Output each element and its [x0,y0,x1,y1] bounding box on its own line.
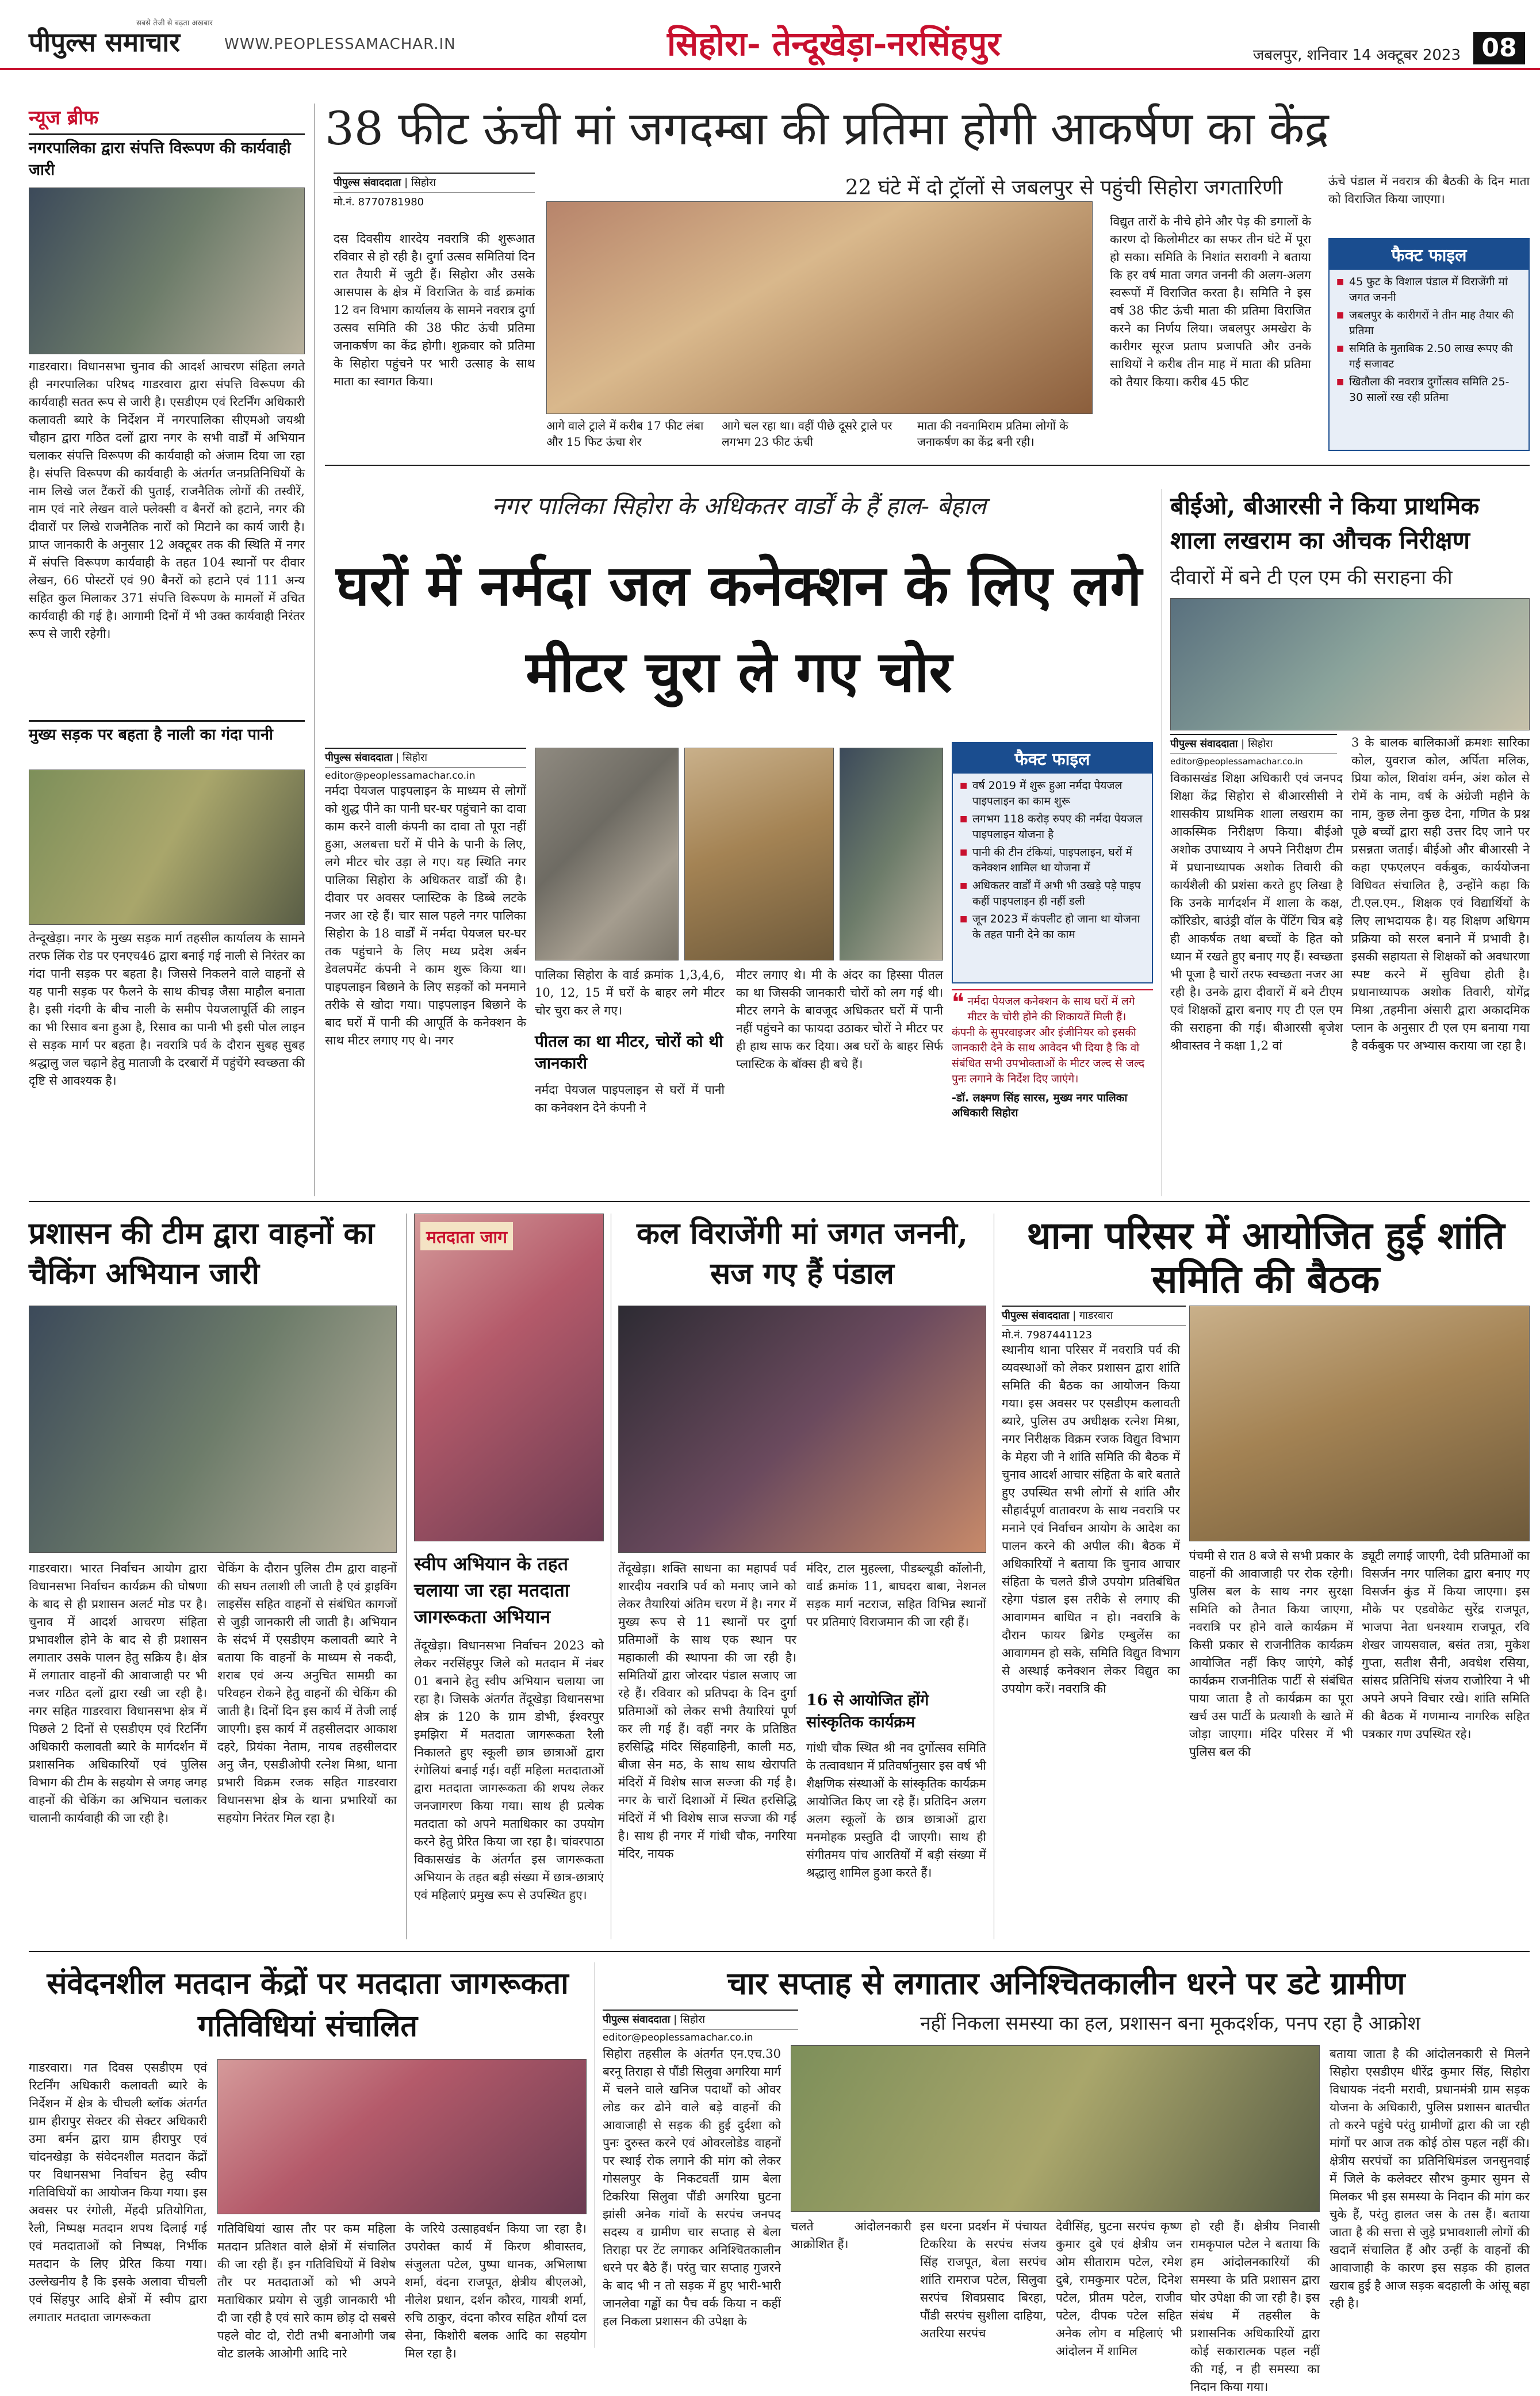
story1-col4: ऊंचे पंडाल में नवरात्र की बैठकी के दिन माता को विराजित किया जाएगा। [1328,174,1530,206]
story9-col1: सिहोरा तहसील के अंतर्गत एन.एच.30 बरनू तिराहा से पौंडी सिलुवा अगरिया मार्ग में चलने वाले खनिज पदार्थों को ओवर लोड कर ढोने वाले बड़े वाहनों की आवाजाही से सड़क की हुई दुर्दशा को पुनः दुरुस्त करने एवं ओवरलोडेड वाहनों पर स्थाई रोक लगाने की मांग को लेकर गोसलपुर के निकटवर्ती ग्राम बेला टिकरिया सिलुवा पौंडी अगरिया घुटना झांसी अनेक गांवों के सरपंच जनपद सदस्य व ग्रामीण चार सप्ताह से बेला तिराहा पर टेंट लगाकर अनिश्चितकालीन धरने पर बैठे हैं। परंतु चार सप्ताह गुजरने के बाद भी न तो सड़क में हुए भारी-भारी जानलेवा गड्ढों का पैच वर्क किया न कहीं हल निकला प्रशासन की उपेक्षा के [603,2047,781,2328]
story7-byline-city: गाडरवारा [1079,1310,1113,1322]
story9-photo-caption-a: चलते आंदोलनकारी आक्रोशित हैं। [791,2219,911,2251]
story1-fact-file [1328,238,1530,451]
story2-fact-item: ■ पानी की टीन टंकियां, पाइपलाइन, घरों में कनेक्शन शामिल था योजना में [960,845,1145,876]
story1-photo-lion [546,201,1093,414]
story7-photo [1189,1306,1530,1541]
left-column-divider [314,104,315,1196]
story4-headline: प्रशासन की टीम द्वारा वाहनों का चैकिंग अभियान जारी [29,1216,374,1291]
story3-col2: 3 के बालक बालिकाओं क्रमशः सारिका कोल, युवराज कोल, अर्पिता मलिक, प्रिया कोल, शिवांश वर्मन, अंश कोल से रोमें के नाम, वर्ष के अंग्रेजी महीने के नाम, कुछ लेना कुछ देना, गणित के प्रश्न पूछे बच्चों द्वारा सही उत्तर दिए जाने पर प्रसन्नता जताई। बीईओ और बीआरसी ने कहा एफएलएन वर्कबुक, कार्ययोजना विधिवत संचालित है, उन्होंने कहा कि टी.एल.एम., शिक्षक एवं विद्यार्थियों के लिए लाभदायक है। यह शिक्षण अधिगम प्रक्रिया को सरल बनाने में प्रभावी है। इसकी सहायता से शिक्षकों को अवधारणा स्पष्ट करने में सुविधा होती है। प्रधानाध्यापक अशोक तिवारी, योगेंद्र मिश्रा ,तहमीना अंसारी द्वारा अकादमिक प्लान के अनुसार टी एल एम बनाया गया है वर्कबुक पर अभ्यास कराया जा रहा है। [1351,736,1530,1052]
story9-photo-caption-d: हो रही हैं। क्षेत्रीय निवासी रामकृपाल पटेल ने बताया कि हम आंदोलनकारियों की समस्या के प्रति प्रशासन द्वारा घोर उपेक्षा की जा रही है। इस संबंध में तहसील के प्रशासनिक अधिकारियों द्वारा कोई सकारात्मक पहल नहीं की गई, न ही समस्या का निदान किया गया। [1190,2219,1320,2394]
story1-bottom-rule [325,465,1530,466]
story7-mobile: मो.नं. 7987441123 [1002,1329,1093,1341]
story4-col1: गाडरवारा। भारत निर्वाचन आयोग द्वारा विधानसभा निर्वाचन कार्यक्रम की घोषणा के बाद से ही प्रशासन अलर्ट मोड पर है। चुनाव में आदर्श आचरण संहिता प्रभावशील होने के बाद से ही प्रशासन लगातार उसके पालन हेतु सक्रिय है। क्षेत्र में लगातार वाहनों की आवाजाही पर भी नजर गठित दलों द्वारा रखी जा रही है। नगर सहित गाडरवारा विधानसभा क्षेत्र में पिछले 2 दिनों से एसडीएम एवं रिटर्निंग अधिकारी कलावती ब्यारे के मार्गदर्शन में प्रशासनिक अधिकारियों एवं पुलिस विभाग की टीम के सहयोग से जगह जगह वाहनों की चेकिंग का अभियान चलाकर चालानी कार्यवाही की जा रही है। [29,1561,207,1825]
story3-email[interactable]: editor@peoplessamachar.co.in [1170,756,1303,767]
story1-mobile: मो.नं. 8770781980 [334,196,424,208]
story6-photo [618,1306,986,1553]
edition-title: सिहोरा- तेन्दूखेड़ा-नरसिंहपुर [666,24,1001,63]
story6-headline: कल विराजेंगी मां जगत जननी, सज गए हैं पंडाल [637,1216,968,1291]
story9-col3: बताया जाता है की आंदोलनकारी से मिलने सिहोरा एसडीएम धीरेंद्र कुमार सिंह, सिहोरा विधायक नंदनी मरावी, प्रधानमंत्री ग्राम सड़क योजना के अधिकारी, पुलिस प्रशासन बातचीत तो करने पहुंचे परंतु ग्रामीणों द्वारा की जा रही मांगों पर आज तक कोई ठोस पहल नहीं की। क्षेत्रीय सरपंचों का प्रतिनिधिमंडल जनसुनवाई में जिले के कलेक्टर सौरभ कुमार सुमन से मिलकर भी इस समस्या के निदान की मांग कर चुके हैं, परंतु हालत जस के तस हैं। बताया जाता है की सत्ता से जुड़े प्रभावशाली लोगों की खदानें संचालित हैं और उन्हीं के वाहनों की आवाजाही के कारण इस सड़क की हालत खराब हुई है आज सड़क बदहाली के आंसू बहा रही है। [1330,2047,1530,2310]
story5-photo-banner: मतदाता जाग [420,1222,513,1250]
story7-byline: पीपुल्स संवाददाता | गाडरवारा मो.नं. 7987441123 [1002,1306,1186,1342]
story8-col3: के जरिये उत्साहवर्धन किया जा रहा है। उपरोक्त कार्य में किरण श्रीवास्तव, संजुलता पटेल, पुष्पा धानक, अभिलाषा शर्मा, वंदना राजपूत, क्षेत्रीय बीएलओ, नीलेश प्रधान, दर्शन कौरव, गायत्री शर्मा, रुचि ठाकुर, वंदना कौरव सहित शौर्या दल सेना, किशोरी बलक आदि का सहयोग मिल रहा है। [405,2222,587,2360]
story2-fact-item: ■ जून 2023 में कंपलीट हो जाना था योजना के तहत पानी देने का काम [960,912,1145,943]
story9-subhead: नहीं निकला समस्या का हल, प्रशासन बना मूकदर्शक, पनप रहा है आक्रोश [920,2012,1420,2034]
mid-rule [29,1201,1530,1202]
story9-byline: पीपुल्स संवाददाता | सिहोरा editor@peoplessamachar.co.in [603,2010,798,2043]
story2-col1: नर्मदा पेयजल पाइपलाइन के माध्यम से लोगों को शुद्ध पीने का पानी घर-घर पहुंचाने का दावा काम करने वाली कंपनी का दावा तो पूरा नहीं हुआ, अलबत्ता घरों में पीने के पानी के लिए, लगे मीटर चोर उड़ा ले गए। यह स्थिति नगर पालिका सिहोरा के अधिकतर वार्डों की है। दीवार पर अवसर प्लास्टिक के डिब्बे लटके नजर आ रहे हैं। चार साल पहले नगर पालिका सिहोरा के 18 वार्डों में नर्मदा पेयजल घर-घर तक पहुंचाने के लिए मध्य प्रदेश अर्बन डेवलपमेंट कंपनी ने काम शुरू किया था। पाइपलाइन बिछाने के लिए सड़कों को मनमाने तरीके से खोदा गया। पाइपलाइन बिछाने के बाद घरों में पानी की आपूर्ति के कनेक्शन के साथ मीटर लगाए गए थे। नगर [325,784,526,1047]
story4-photo [29,1306,397,1553]
story3-byline-paper: पीपुल्स संवाददाता [1170,738,1238,750]
story7-byline-paper: पीपुल्स संवाददाता [1002,1310,1070,1322]
story1-fact-title: फैक्ट फाइल [1330,239,1528,270]
brief-1-photo [29,187,305,354]
story2-byline-city: सिहोरा [402,752,428,764]
brief-1-text: गाडरवारा। विधानसभा चुनाव की आदर्श आचरण संहिता लगते ही नगरपालिका परिषद गाडरवारा द्वारा संपत्ति विरूपण की कार्यवाही सतत रूप से जारी है। एसडीएम एवं रिटर्निंग अधिकारी कलावती ब्यारे के निर्देशन में नगरपालिका सीएमओ जयश्री चौहान द्वारा गठित दलों द्वारा नगर के सभी वार्डों में अभियान चलाकर संपत्ति विरूपण की कार्यवाही को अंजाम दिया जा रहा है। संपत्ति विरूपण की कार्यवाही के अंतर्गत जनप्रतिनिधियों के नाम लिखे जल टैंकरों की पुताई, राजनैतिक लोगों की तस्वीरें, नाम एवं नारे लेखन वाले फ्लेक्सी व बैनरों को हटाने, नगर की दीवारों पर लिखे राजनैतिक नारों को मिटाने का कार्य जारी है। प्राप्त जानकारी के अनुसार 12 अक्टूबर तक की स्थिति में नगर में संपत्ति विरूपण कार्यवाही के तहत 104 स्थानों पर दीवार लेखन, 66 पोस्टरों एवं 90 बैनरों को हटाने एवं 111 अन्य सहित कुल मिलाकर 371 संपत्ति विरूपण के मामलों में उचित कार्यवाही की गई है। आगामी दिनों में भी उक्त कार्यवाही निरंतर रूप से जारी रहेगी। [29,359,305,641]
story1-col3: विद्युत तारों के नीचे होने और पेड़ की डगालों के कारण दो किलोमीटर का सफर तीन घंटे में पूरा हो सका। समिति के निशांत सरावगी ने बताया कि हर वर्ष माता जगत जननी की अलग-अलग स्वरूपों में विराजित करता है। समिति ने इस वर्ष 38 फीट ऊंची माता की प्रतिमा विराजित करने का निर्णय लिया। जबलपुर अमखेरा के कारीगर सूरज प्रताप प्रजापति और उनके साथियों ने करीब तीन माह में माता की प्रतिमा को तैयार किया। करीब 45 फीट [1110,215,1311,389]
story2-fact-item: ■ अधिकतर वार्डों में अभी भी उखड़े पड़े पाइप कहीं पाइपलाइन ही नहीं डली [960,878,1145,909]
brief-2-text: तेन्दूखेड़ा। नगर के मुख्य सड़क मार्ग तहसील कार्यालय के सामने तरफ लिंक रोड पर एनएच46 द्वारा बनाई गई नाली से निरंतर का गंदा पानी सड़क पर बहता है। जिससे निकलने वाले वाहनों से यह पानी सड़क पर फैलने के साथ कीचड़ जैसा माहौल बनाता है। इसी गंदगी के बीच नाली के समीप पेयजलापूर्ति की लाइन का भी रिसाव बना हुआ है, रिसाव का पानी भी इसी पोल लाइन से सड़क मार्ग पर बहता है। नवरात्रि पर्व के दौरान सुबह सुबह श्रद्धालु जल चढ़ाने हेतु माताजी के दरबारों में पहुंचेंगे स्वच्छता की दृष्टि से आवश्यक है। [29,931,305,1088]
story1-fact-item: ■ समिति के मुताबिक 2.50 लाख रूपए की गई सजावट [1336,341,1522,372]
story2-quote-box [952,989,1153,1191]
story2-subhead: पीतल का था मीटर, चोरों को थी जानकारी [535,1032,723,1073]
masthead-logo[interactable] [29,17,219,58]
story8-col2: गतिविधियां खास तौर पर कम महिला मतदान प्रतिशत वाले क्षेत्रों में संचालित की जा रही हैं। इन गतिविधियों में विशेष तौर पर मतदाताओं को भी अपने मताधिकार प्रयोग से जुड़ी जानकारी भी दी जा रही है एवं सारे काम छोड़ दो सबसे पहले वोट दो, रोटी तभी बनाओगी जब वोट डालके आओगी आदि नारे [217,2222,396,2360]
story1-col1: दस दिवसीय शारदेय नवरात्रि की शुरूआत रविवार से हो रही है। दुर्गा उत्सव समितियां दिन रात तैयारी में जुटी हैं। सिहोरा और उसके आसपास के क्षेत्र में विराजित के वार्ड क्रमांक 12 वन विभाग कार्यालय के सामने नवरात्र दुर्गा उत्सव समिति की 38 फीट ऊंची प्रतिमा जनाकर्षण का केंद्र होगी। शुक्रवार को प्रतिमा के सिहोरा पहुंचने पर भारी उत्साह के साथ माता का स्वागत किया। [334,232,535,388]
story1-fact-item: ■ खितौला की नवरात्र दुर्गोत्सव समिति 25-30 सालों रख रही प्रतिमा [1336,374,1522,405]
story4-col2: चेकिंग के दौरान पुलिस टीम द्वारा वाहनों की सघन तलाशी ली जाती है एवं ड्राइविंग लाइसेंस सहित वाहनों से संबंधित कागजों से जुड़ी जानकारी ली जाती है। अभियान के संदर्भ में एसडीएम कलावती ब्यारे ने बताया कि वाहनों के माध्यम से नकदी, शराब एवं अन्य अनुचित सामग्री का परिवहन रोकने हेतु वाहनों की चेकिंग की जाती है। दिनों दिन इस कार्य में तेजी लाई जाएगी। इस कार्य में तहसीलदार आकाश दहरे, प्रियंका नेताम, नायब तहसीलदार अनु जैन, एसडीओपी रत्नेश मिश्रा, थाना प्रभारी विक्रम रजक सहित गाडरवारा विधानसभा क्षेत्र के थाना प्रभारियों का सहयोग निरंतर मिल रहा है। [217,1561,397,1825]
story2-fact-item: ■ वर्ष 2019 में शुरू हुआ नर्मदा पेयजल पाइपलाइन का काम शुरू [960,778,1145,809]
story1-headline: 38 फीट ऊंची मां जगदम्बा की प्रतिमा होगी आकर्षण का केंद्र [325,102,1329,155]
story2-photo-meter-2 [684,748,834,960]
story9-byline-city: सिहोरा [680,2014,706,2026]
story2-fact-item: ■ लगभग 118 करोड़ रुपए की नर्मदा पेयजल पाइपलाइन योजना है [960,812,1145,843]
story2-photo-meter-3 [840,748,943,960]
brief-2-photo [29,770,305,925]
story1-byline-city: सिहोरा [411,177,436,189]
story3-subhead: दीवारों में बने टी एल एम की सराहना की [1170,566,1453,589]
story7-col1: स्थानीय थाना परिसर में नवरात्रि पर्व की व्यवस्थाओं को लेकर प्रशासन द्वारा शांति समिति की बैठक का आयोजन किया गया। इस अवसर पर एसडीएम कलावती ब्यारे, पुलिस उप अधीक्षक रत्नेश मिश्रा, नगर निरीक्षक विक्रम रजक विद्युत विभाग के मेहरा जी ने शांति समिति की बैठक में चुनाव आदर्श आचार संहिता के बारे बताते हुए उपस्थित सभी लोगों से शांति और सौहार्दपूर्ण वातावरण के साथ नवरात्रि पर मनाने एवं निर्वाचन आयोग के आदेश का पालन करने की अपील की। बैठक में अधिकारियों ने बताया कि चुनाव आचार संहिता के चलते डीजे उपयोग प्रतिबंधित रहेगा पंडाल इस तरीके से लगाए की आवागमन बाधित न हो। नवरात्रि के दौरान फायर ब्रिगेड एम्बुलेंस का आवागमन हो सके, समिति विद्युत विभाग से अस्थाई कनेक्शन लेकर विद्युत का उपयोग करें। नवरात्रि की [1002,1343,1180,1695]
page-number: 08 [1473,32,1525,64]
story8-headline: संवेदनशील मतदान केंद्रों पर मतदाता जागरूकता गतिविधियां संचालित [47,1966,569,2043]
story3-headline: बीईओ, बीआरसी ने किया प्राथमिक शाला लखराम का औचक निरीक्षण [1170,492,1480,554]
story1-caption1: आगे वाले ट्राले में करीब 17 फीट लंबा और 15 फिट ऊंचा शेर [546,419,704,449]
story1-subhead: 22 घंटे में दो ट्रॉलों से जबलपुर से पहुंची सिहोरा जगतारिणी [845,176,1283,200]
masthead-website[interactable]: WWW.PEOPLESSAMACHAR.IN [224,36,456,53]
story2-byline-paper: पीपुल्स संवाददाता [325,752,393,764]
story3-byline-city: सिहोरा [1247,738,1273,750]
story8-col1: गाडरवारा। गत दिवस एसडीएम एवं रिटर्निंग अधिकारी कलावती ब्यारे के निर्देशन में क्षेत्र के चीचली ब्लॉक अंतर्गत ग्राम हीरापुर सेक्टर की सेक्टर अधिकारी उमा बर्मन द्वारा ग्राम हीरापुर एवं चांदनखेड़ा के संवेदनशील मतदान केंद्रों पर विधानसभा निर्वाचन हेतु स्वीप गतिविधियों का आयोजन किया गया। इस अवसर पर रंगोली, मेंहदी प्रतियोगिता, रैली, निष्पक्ष मतदान शपथ दिलाई गई एवं मतदाताओं को निष्पक्ष, निर्भीक मतदान के लिए प्रेरित किया गया। उल्लेखनीय है कि इसके अलावा चीचली एवं सिंहपुर आदि क्षेत्रों में स्वीप द्वारा लगातार मतदाता जागरूकता [29,2061,207,2324]
story6-subhead: 16 से आयोजित होंगे सांस्कृतिक कार्यक्रम [806,1691,929,1731]
story1-caption3: माता की नवनामिराम प्रतिमा लोगों के जनाकर्षण का केंद्र बनी रही। [917,419,1068,449]
story4-divider [406,1214,407,1939]
story7-col3: ड्यूटी लगाई जाएगी, देवी प्रतिमाओं का विसर्जन नगर पालिका द्वारा बनाए गए विसर्जन कुंड में किया जाएगा। इस मौके पर एडवोकेट सुरेंद्र राजपूत, भाजपा नेता धनश्याम राजपूत, रवि शेखर जायसवाल, बसंत तत्रा, मुकेश गुप्ता, सतीश सैनी, अवधेश रसिया, सांसद प्रतिनिधि संजय राजोरिया ने भी अपने अपने विचार रखे। शांति समिति की बैठक में गणमान्य नागरिक सहित पत्रकार गण उपस्थित रहे। [1362,1549,1530,1741]
story2-kicker: नगर पालिका सिहोरा के अधिकतर वार्डों के हैं हाल- बेहाल [491,492,987,520]
story6-col2a: मंदिर, टाल मुहल्ला, पीडब्ल्यूडी कॉलोनी, वार्ड क्रमांक 11, बाघदरा बाबा, नेशनल सड़क मार्ग नटराज, सहित विभिन्न स्थानों पर प्रतिमाएं विराजमान की जा रही हैं। [806,1561,986,1629]
story6-col2b: गांधी चौक स्थित श्री नव दुर्गोत्सव समिति के तत्वावधान में प्रतिवर्षानुसार इस वर्ष भी शैक्षणिक संस्थाओं के सांस्कृतिक कार्यक्रम आयोजित किए जा रहे हैं। प्रतिदिन अलग अलग स्कूलों के छात्र छात्राओं द्वारा मनमोहक प्रस्तुति दी जाएगी। साथ ही संगीतमय पांच आरतियों में बड़ी संख्या में श्रद्धालु शामिल हुआ करते हैं। [806,1741,986,1880]
brief-2-title: मुख्य सड़क पर बहता है नाली का गंदा पानी [29,720,305,746]
story2-col2a: पालिका सिहोरा के वार्ड क्रमांक 1,3,4,6, 10, 12, 15 में घरों के बाहर लगे मीटर चोर चुरा कर ले गए। [535,968,725,1017]
story2-fact-list [953,774,1152,950]
story5-photo [414,1214,604,1541]
masthead-logo-text: पीपुल्स समाचार [29,26,181,58]
story3-photo [1170,598,1530,730]
story2-col2b: नर्मदा पेयजल पाइपलाइन से घरों में पानी का कनेक्शन देने कंपनी ने [535,1083,725,1115]
story2-headline: घरों में नर्मदा जल कनेक्शन के लिए लगे मीटर चुरा ले गए चोर [336,553,1142,705]
story1-fact-item: ■ जबलपुर के कारीगरों ने तीन माह तैयार की प्रतिमा [1336,308,1522,339]
story9-photo [791,2045,1320,2212]
story7-headline: थाना परिसर में आयोजित हुई शांति समिति की बैठक [1026,1213,1505,1302]
story9-headline: चार सप्ताह से लगातार अनिश्चितकालीन धरने पर डटे ग्रामीण [727,1965,1405,2001]
story7-col2a: पंचमी से रात 8 बजे से सभी प्रकार के वाहनों की आवाजाही पर रोक रहेगी। पुलिस बल के साथ नगर सुरक्षा समिति को तैनात किया जाएगा, नवरात्रि पर होने वाले कार्यक्रम में किसी प्रकार से राजनीतिक कार्यक्रम आयोजित नहीं किए जाएंगे, कोई कार्यक्रम राजनीतिक पार्टी से संबंधित पाया जाता है तो कार्यक्रम का पूरा खर्च उस पार्टी के प्रत्याशी के खाते में जोड़ा जाएगा। मंदिर परिसर में भी पुलिस बल की [1189,1549,1353,1759]
masthead-tagline: सबसे तेजी से बढ़ता अखबार [136,19,213,28]
brief-1-title: नगरपालिका द्वारा संपत्ति विरूपण की कार्यवाही जारी [29,133,305,181]
story6-col1: तेंदूखेड़ा। शक्ति साधना का महापर्व पर्व शारदीय नवरात्रि पर्व को मनाए जाने को लेकर तैयारियां अंतिम चरण में है। नगर में मुख्य रूप से 11 स्थानों पर दुर्गा प्रतिमाओं के साथ एक स्थान पर महाकाली की स्थापना की जा रही है। समितियों द्वारा जोरदार पंडाल सजाए जा रहे हैं। रविवार को प्रतिपदा के दिन दुर्गा प्रतिमाओं को लेकर सभी तैयारियां पूर्ण कर ली गई हैं। वहीं नगर के प्रतिष्ठित हरसिद्धि मंदिर सिंहवाहिनी, काली मठ, बीजा सेन मठ, के साथ साथ खेरापति मंदिरों में विशेष साज सज्जा की गई है। नगर के चारों दिशाओं में स्थित हरसिद्धि मंदिरों में भी विशेष साज सज्जा की गई है। साथ ही नगर में गांधी चौक, नगरिया मंदिर, नायक [618,1561,796,1861]
dateline: जबलपुर, शनिवार 14 अक्टूबर 2023 [1252,47,1461,64]
quote-icon: ❝ [952,989,964,1016]
story2-fact-file [952,742,1153,983]
story1-fact-list [1330,270,1528,412]
story3-col1: विकासखंड शिक्षा अधिकारी एवं जनपद शिक्षा केंद्र सिहोरा से बीआरसीसी ने शासकीय प्राथमिक शाला लखराम का आकस्मिक निरीक्षण किया। बीईओ अशोक उपाध्याय ने अपने निरीक्षण टीम में प्रधानाध्यापक अशोक तिवारी की कार्यशैली की प्रशंसा करते हुए लिखा है कि उनके मार्गदर्शन में शाला के कक्ष, कॉरिडोर, बाउंड्री वॉल के पेंटिंग चित्र बड़े ही आकर्षक तथा बच्चों के हित को ध्यान में रखते हुए बनाए गए हैं। स्वच्छता भी पूजा है चारों तरफ स्वच्छता नजर आ रही है। उनके द्वारा दीवारों में बने टीएम एवं शिक्षकों द्वारा बनाए गए टी एल एम की सराहना की गई। बीआरसी बृजेश श्रीवास्तव ने कक्षा 1,2 वां [1170,771,1343,1052]
story2-col3: मीटर लगाए थे। मी के अंदर का हिस्सा पीतल का था जिसकी जानकारी चोरों को लग गई थी। मीटर लगने के बावजूद अधिकतर घरों में पानी नहीं पहुंचने का फायदा उठाकर चोरों ने मीटर पर ही हाथ साफ कर दिया। अब घरों के बाहर सिर्फ प्लास्टिक के बॉक्स ही बचे हैं। [736,968,943,1071]
story1-byline-paper: पीपुल्स संवाददाता [334,177,401,189]
story9-byline-paper: पीपुल्स संवाददाता [603,2014,671,2026]
story1-caption2: आगे चल रहा था। वहीं पीछे दूसरे ट्राले पर लगभग 23 फीट ऊंची [722,419,892,449]
story9-photo-caption-c: देवीसिंह, घुटना सरपंच कृष्ण कुमार दुबे एवं क्षेत्रीय जन ओम सीताराम पटेल, रमेश दुबे, रामकुमार पटेल, दिनेश पटेल, प्रीतम पटेल, राजीव पटेल, दीपक पटेल सहित अनेक लोग व महिलाएं भी आंदोलन में शामिल [1056,2219,1182,2358]
lower-rule [29,1951,1530,1952]
story2-fact-title: फैक्ट फाइल [953,743,1152,774]
story5-headline: स्वीप अभियान के तहत चलाया जा रहा मतदाता जागरूकता अभियान [414,1553,570,1628]
story2-byline: पीपुल्स संवाददाता | सिहोरा editor@peoplessamachar.co.in [325,748,526,782]
story2-photo-meter-1 [535,748,679,960]
story2-quote-by: -डॉ. लक्ष्मण सिंह सारस, मुख्य नगर पालिका अधिकारी सिहोरा [952,1092,1128,1119]
story2-quote: नर्मदा पेयजल कनेक्शन के साथ घरों में लगे मीटर के चोरी होने की शिकायतें मिली हैं। कंपनी के सुपरवाइजर और इंजीनियर को इसकी जानकारी देने के साथ आवेदन भी दिया है कि वो संबंधित सभी उपभोक्ताओं के मीटर जल्द से जल्द पुनः लगाने के निर्देश दिए जाएंगे। [952,995,1145,1085]
story2-email[interactable]: editor@peoplessamachar.co.in [325,770,476,782]
story5-text: तेंदूखेड़ा। विधानसभा निर्वाचन 2023 को लेकर नरसिंहपुर जिले को मतदान में नंबर 01 बनाने हेतु स्वीप अभियान चलाया जा रहा है। जिसके अंतर्गत तेंदूखेड़ा विधानसभा क्षेत्र क्रं 120 के ग्राम डोभी, ईश्वरपुर इमझिरा में मतदाता जागरूकता रैली निकालते हुए स्कूली छात्र छात्राओं द्वारा रंगोलियां बनाई गई। वहीं महिला मतदाताओं द्वारा मतदाता जागरूकता की शपथ लेकर जनजागरण किया गया। साथ ही प्रत्येक मतदाता को अपने मताधिकार का उपयोग करने हेतु प्रेरित किया जा रहा है। चांवरपाठा विकासखंड के अंतर्गत इस जागरूकता अभियान के तहत बड़ी संख्या में छात्र-छात्राएं एवं महिलाएं प्रमुख रूप से उपस्थित हुए। [414,1639,604,1902]
story9-email[interactable]: editor@peoplessamachar.co.in [603,2032,753,2043]
story1-byline: पीपुल्स संवाददाता | सिहोरा मो.नं. 8770781980 [334,173,535,209]
news-brief-label: न्यूज ब्रीफ [29,106,99,129]
story8-photo [217,2059,587,2214]
story9-photo-caption-b: इस धरना प्रदर्शन में पंचायत टिकरिया के सरपंच संजय सिंह राजपूत, बेला सरपंच शांति रामराज पटेल, सिलुवा सरपंच शिवप्रसाद बिरहा, पौंडी सरपंच सुशीला दाहिया, अतरिया सरपंच [920,2219,1047,2340]
story1-fact-item: ■ 45 फुट के विशाल पंडाल में विराजेंगी मां जगत जननी [1336,274,1522,305]
masthead [0,0,1540,70]
story3-byline: पीपुल्स संवाददाता | सिहोरा editor@peoplessamachar.co.in [1170,734,1337,767]
